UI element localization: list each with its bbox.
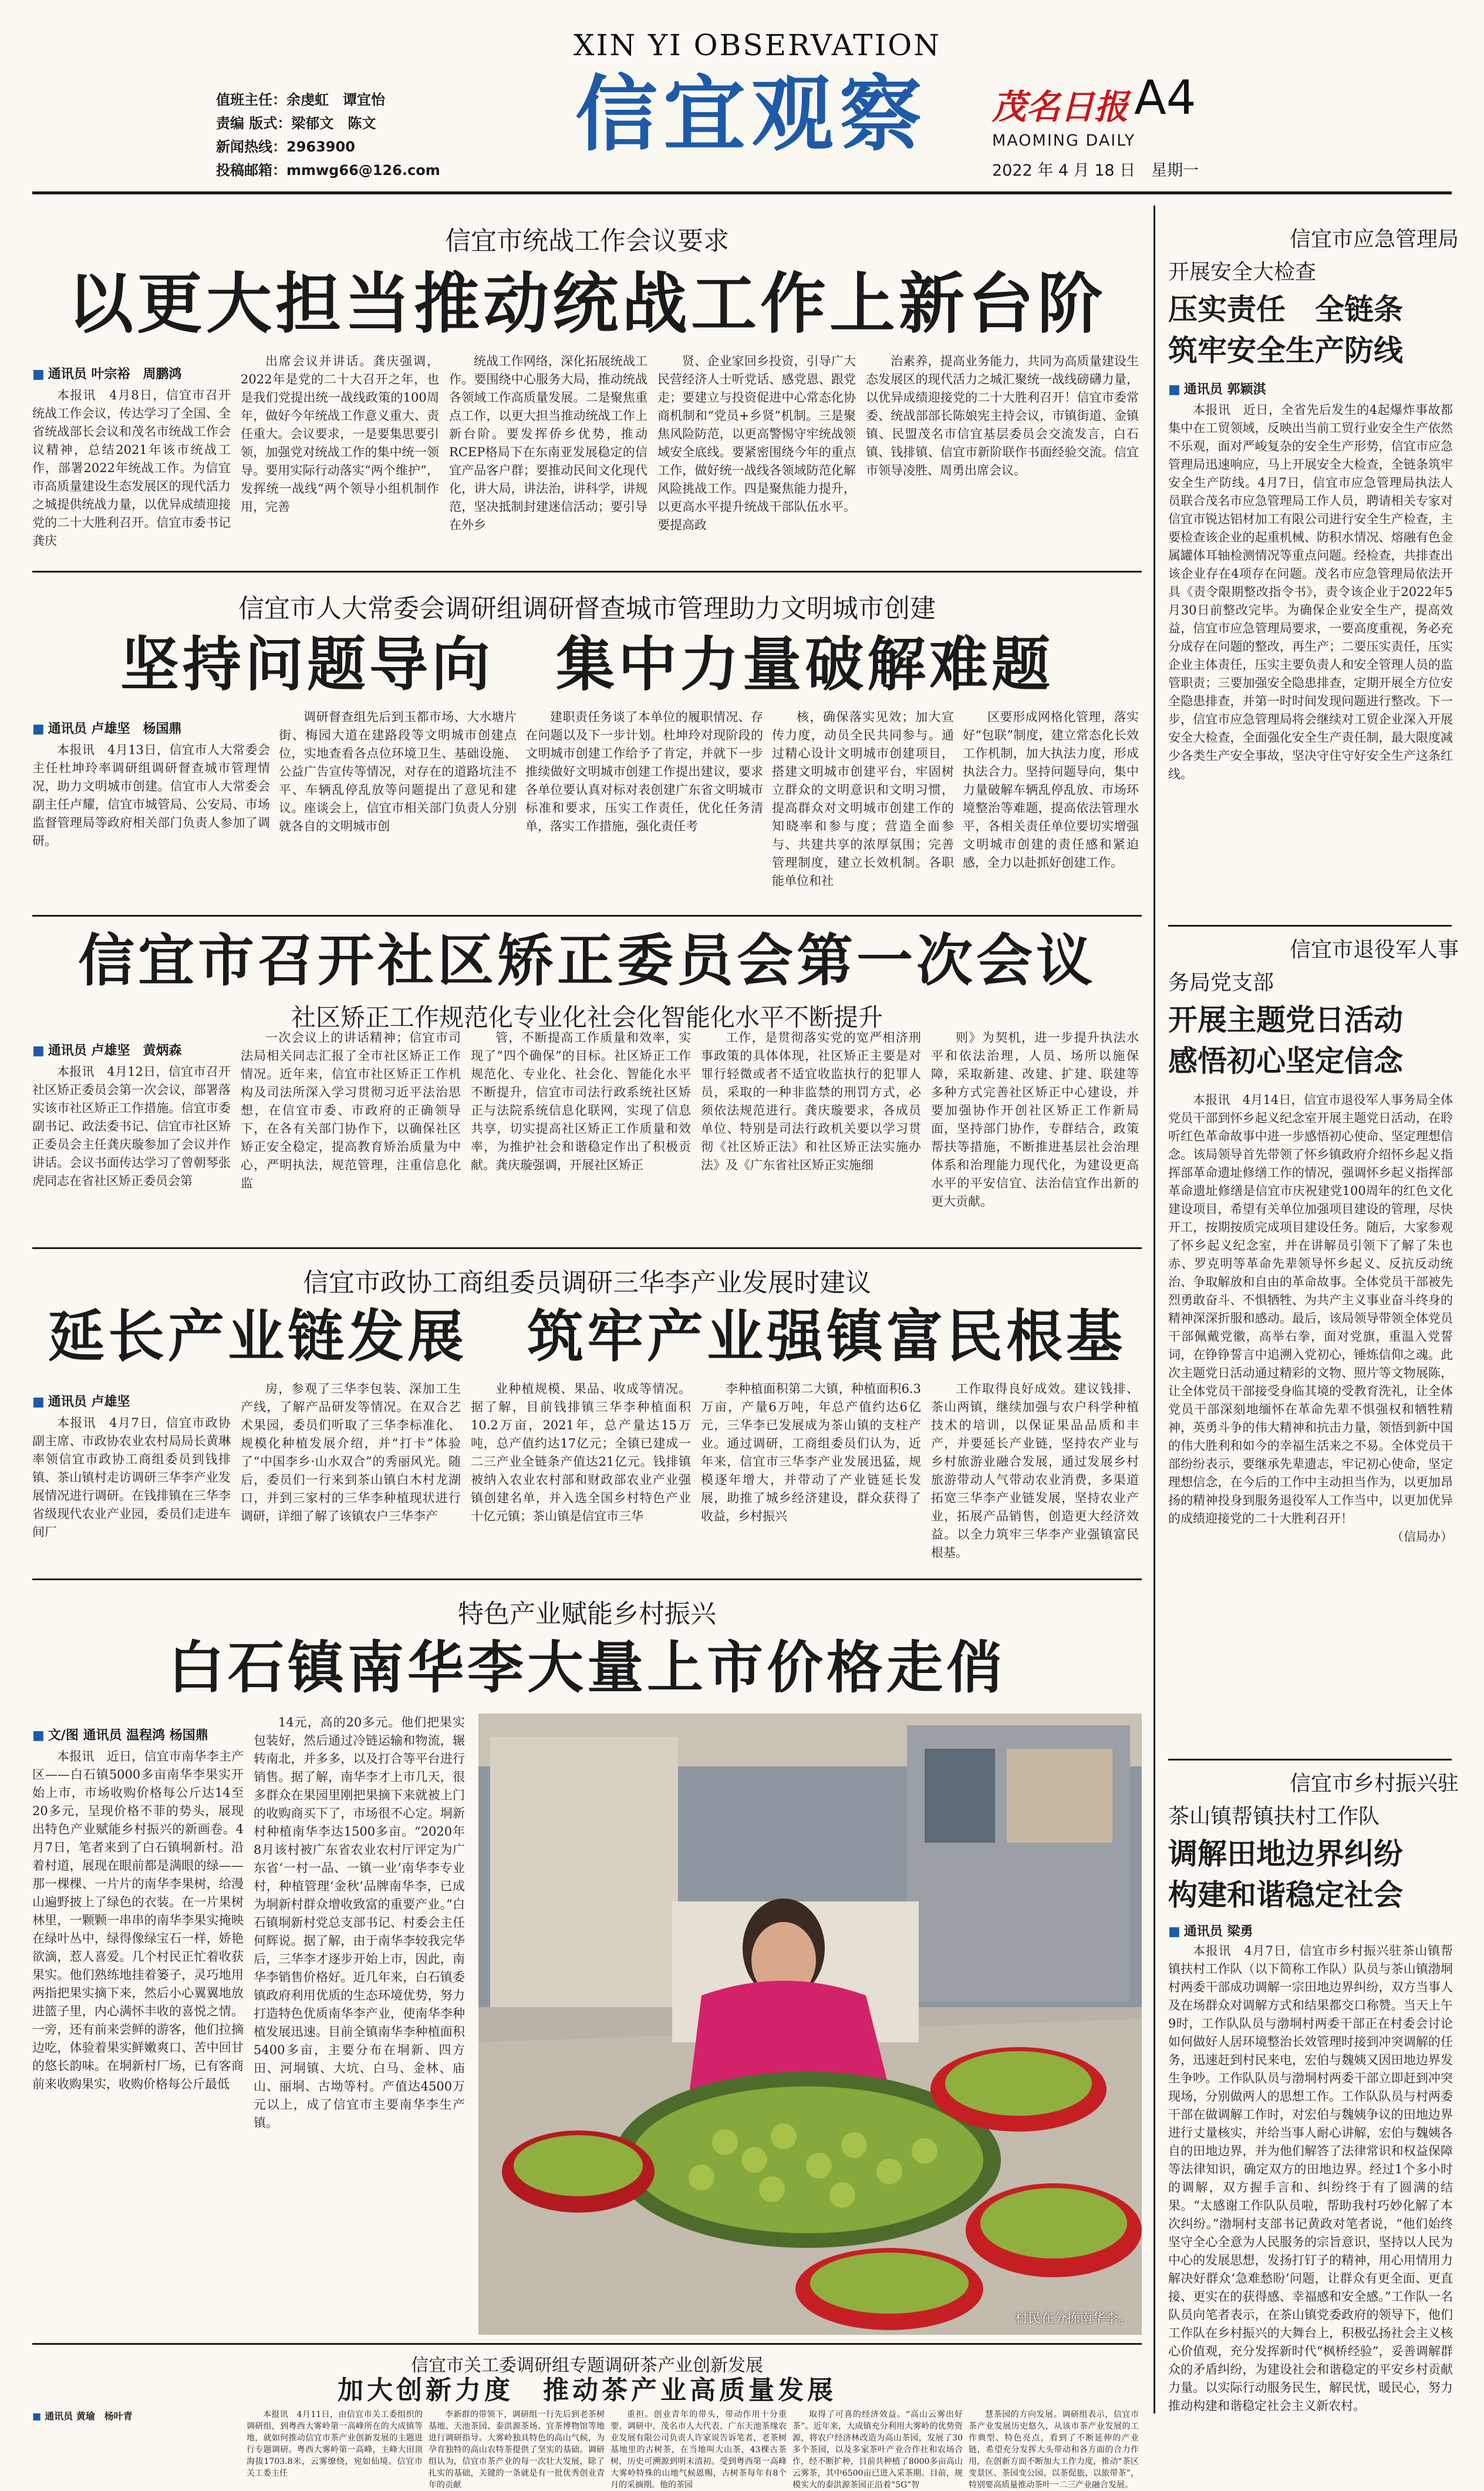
- article1-col4: 贤、企业家回乡投资，引导广大民营经济人士听党话、感党恩、跟党走；要建立与投资促进中心常态化协商机制和“党员+乡贤”机制。三是聚焦风险防范，以更高警惕守牢统战领域安全底线。要紧密围绕今年的重点工作，做好统一战线各领域防范化解风险挑战工作。四是聚焦能力提升，以更高水平提升统战干部队伍水平。要提高政: [657, 354, 856, 532]
- sidebar2-headline-line1: 开展主题党日活动: [1168, 1002, 1403, 1037]
- sidebar3-headline-line1: 调解田地边界纠纷: [1168, 1836, 1403, 1871]
- photo-caption: 村民在分拣南华李。: [1014, 2311, 1131, 2326]
- article2-col3: 建职责任务谈了本单位的履职情况、存在问题以及下一步计划。杜坤玲对现阶段的文明城市创建工作给予了肯定，并就下一步推续做好文明城市创建工作提出建议，要求各单位要认真对标对表创建广东省文明城市标准和要求，压实工作责任，优化任务清单，落实工作措施，强化责任考: [525, 710, 763, 833]
- paper-english: MAOMING DAILY: [992, 132, 1136, 150]
- sidebar1-byline: ■ 通讯员 郭颖淇: [1168, 379, 1459, 398]
- article3-headline: 信宜市召开社区矫正委员会第一次会议: [78, 927, 1096, 994]
- article6-kicker: 信宜市关工委调研组专题调研茶产业创新发展: [411, 2355, 763, 2376]
- article2-col5: 区要形成网格化管理，落实好“包联”制度，建立常态化长效工作机制，加大执法力度，形成执法合力。坚持问题导向，集中力量破解车辆乱停乱放、市场环境整治等难题，提高依法管理水平，各相关责任单位要切实增强文明城市创建的责任感和紧迫感，全力以赴抓好创建工作。: [963, 710, 1139, 870]
- article1-col3: 统战工作网络，深化拓展统战工作。要围绕中心服务大局，推动统战各领域工作高质量发展。二是聚焦重点工作，以更大担当推动统战工作上新台阶。要发挥侨乡优势，推动RCEP格局下在东南亚发展稳定的信宜产品客户群；要推动民间文化现代化，讲大局，讲法治，讲科学，讲规范，坚决抵制封建迷信活动；要引导在外乡: [449, 354, 647, 532]
- article4-col2: 房，参观了三华李包装、深加工生产线，了解产品研发等情况。在双合艺术果园，委员们听取了三华李标准化、规模化种植发展介绍，并“打卡”体验了“中国李乡·山水双合”的秀丽风光。随后，委员们一行来到茶山镇白木村龙湖口，并到三家村的三华李种植现状进行调研，详细了解了该镇农户三华李产: [241, 1382, 461, 1523]
- article6-col1: 本报讯 4月11日，由信宜市关工委组织的调研组，到粤西大雾岭第一高峰所在的大成镇等地，就如何推动信宜市茶产业创新发展的主题进行专题调研。粤西大雾岭第一高峰，主峰大田顶海拔1703.8米，云雾缭绕，宛如仙境。信宜市关工委主任: [247, 2410, 423, 2478]
- publish-date: 2022 年 4 月 18 日 星期一: [992, 161, 1199, 180]
- article3-col4: 工作，是贯彻落实党的宽严相济刑事政策的具体体现，社区矫正主要是对罪行轻微或者不适宜收监执行的犯罪人员，采取的一种非监禁的刑罚方式，必须依法规范进行。龚庆璇要求，各成员单位、特别是司法行政机关要以学习贯彻《社区矫正法》和社区矫正法实施办法》及《广东省社区矫正实施细: [701, 1031, 921, 1172]
- article4-byline: ■ 通讯员 卢雄坚: [32, 1392, 130, 1410]
- divider-2: [32, 915, 1142, 917]
- sidebar3-kicker-line1: 信宜市乡村振兴驻: [1289, 1772, 1459, 1796]
- sidebar3-headline-line2: 构建和谐稳定社会: [1168, 1877, 1403, 1912]
- article2-col4: 核，确保落实见效；加大宣传力度，动员全民共同参与。通过精心设计文明城市创建项目，搭建文明城市创建平台，牢固树立群众的文明意识和文明习惯，提高群众对文明城市创建工作的知晓率和参与度；营造全面参与、共建共享的浓厚氛围；完善管理制度，建立长效机制。各职能单位和社: [772, 710, 954, 888]
- article5-byline: ■ 文/图 通讯员 温程鸿 杨国鼎: [32, 1725, 208, 1743]
- sidebar1-body: 本报讯 近日，全省先后发生的4起爆炸事故都集中在工贸领域，反映出当前工贸行业安全生产依然不乐观，面对严峻复杂的安全生产形势，信宜市应急管理局迅速响应，马上开展安全大检查，全链条筑牢安全生产防线。4月7日，信宜市应急管理局执法人员联合茂名市应急管理局工作人员，聘请相关专家对信宜市锐达铝材加工有限公司进行安全生产检查，主要检查该企业的起重机械、防积水情况、熔融有色金属罐体耳轴检测情况等重点问题。经检查，共排查出该企业存在4项存在问题。茂名市应急管理局依法开具《责令限期整改指令书》，责令该企业于2022年5月30日前整改完毕。为确保企业安全生产，提高效益，信宜市应急管理局要求，一要高度重视，务必充分成存在问题的整改，再生产；二要压实责任，压实企业主体责任，压实主要负责人和安全管理人员的监管职责；三要加强安全隐患排查，定期开展全方位安全隐患排查，并第一时时间发现问题进行整改。下一步，信宜市应急管理局将会继续对工贸企业深入开展安全大检查，全面强化安全生产责任制，最大限度减少各类生产安全事故，坚决守住守好安全生产这条红线。: [1168, 403, 1453, 781]
- article6-byline: ■ 通讯员 黄瑜 杨叶青: [32, 2409, 133, 2422]
- chinese-title: 信宜观察: [575, 66, 928, 163]
- sidebar1-kicker-line2: 开展安全大检查: [1168, 260, 1317, 284]
- article6-col5: 慧茶园的方向发展。调研组表示，信宜市茶产业发展历史悠久，从该市茶产业发展的工作典型、特色亮点，看到了不断延伸的产业链，希望充分发挥大头带动和各方面的合力作用，在创新方面不断加大工作力度，推动“茶区变景区、茶园变公园、以茶促旅、以旅带茶”，特别要高质量推动茶叶一二三产业融合发展。: [969, 2410, 1139, 2490]
- article3-col2: 一次会议上的讲话精神；信宜市司法局相关同志汇报了全市社区矫正工作情况。近年来，信宜市社区矫正工作机构及司法所深入学习贯彻习近平法治思想，在信宜市委、市政府的正确领导下，在各有关部门协作下，以确保社区矫正安全稳定，提高教育矫治质量为中心，严明执法，规范管理，注重信息化监: [241, 1031, 461, 1190]
- article6-col2: 李新群的带领下，调研组一行先后到老茶树基地、天池茶园、泰洪源茶场、宜茶博物馆等地进行调研指导。大雾岭独具特色的高山气候，为孕育独特的高山农特茶提供了坚实的基础。调研组认为，信宜市茶产业的每一次壮大发展，除了扎实的基础，关键的一条就是有一批优秀创业青年的贡献: [429, 2410, 605, 2490]
- article4-col1: 本报讯 4月7日，信宜市政协副主席、市政协农业农村局局长黄琳率领信宜市政协工商组委员到钱排镇、茶山镇村走访调研三华李产业发展情况进行调研。在钱排镇在三华李省级现代农业产业园，委员们走进车间厂: [32, 1416, 231, 1539]
- english-title: XIN YI OBSERVATION: [574, 28, 941, 62]
- sidebar3-byline: ■ 通讯员 梁勇: [1168, 1921, 1459, 1940]
- article2-col2: 调研督查组先后到玉都市场、大水塘片街、梅园大道在建路段等文明城市创建点位，实地查看各点位环境卫生、基础设施、公益广告宣传等情况，对存在的道路坑洼不平、车辆乱停乱放等问题提出了意见和建议。座谈会上，信宜市相关部门负责人分别就各自的文明城市创: [279, 710, 517, 833]
- sidebar2-credit: （信局办）: [1391, 1530, 1453, 1544]
- article4-col4: 李种植面积第二大镇，种植面积6.3万亩，产量6万吨，年总产值约达6亿元，三华李已发展成为茶山镇的支柱产业。通过调研，工商组委员们认为，近年来，信宜市三华李产业发展迅猛，规模逐年增大，并带动了产业链延长发展，助推了城乡经济建设，群众获得了收益，乡村振兴: [701, 1382, 921, 1523]
- sidebar-rule: [1154, 206, 1155, 2413]
- article5-col1: 本报讯 近日，信宜市南华李主产区——白石镇5000多亩南华李果实开始上市，市场收购价格每公斤达14至20多元，呈现价格不菲的势头，展现出特色产业赋能乡村振兴的新画卷。4月7日，笔者来到了白石镇垌新村。沿着村道，展现在眼前都是满眼的绿——那一棵棵、一片片的南华李果树，给漫山遍野披上了绿色的衣装。在一片果树林里，一颗颗一串串的南华李果实掩映在绿叶丛中，绿得像绿宝石一样，娇艳欲滴，惹人喜爱。几个村民正忙着收获果实。他们熟练地挂着篓子，灵巧地用两指把果实摘下来，然后小心翼翼地放进篮子里，内心满怀丰收的喜悦之情。一旁，还有前来尝鲜的游客，他们拉摘边吃，体验着果实鲜嫩爽口、苦中回甘的悠长韵味。在垌新村厂场，已有客商前来收购果实，收购价格每公斤最低: [32, 1749, 244, 2091]
- article1-col2: 出席会议并讲话。龚庆强调，2022年是党的二十大召开之年，也是我们党提出统一战线政策的100周年，做好今年统战工作意义重大、责任重大。会议要求，一是要集思要引领，加强党对统战工作的集中统一领导。要用实际行动落实“两个维护”，发挥统一战线“两个领导小组机制作用，完善: [241, 354, 439, 514]
- article1-col5: 治素养，提高业务能力，共同为高质量建设生态发展区的现代活力之城汇聚统一战线磅礴力量，以优异成绩迎接党的二十大胜利召开！信宜市委常委、统战部部长陈娘宪主持会议，市镇街道、金镇镇、民盟茂名市信宜基层委员会交流发言，白石镇、钱排镇、信宜市新阶联作书面经验交流。信宜市领导凌胜、周勇出席会议。: [866, 354, 1139, 477]
- photo-illustration: [478, 1714, 1142, 2335]
- editor-layout: 责编 版式：梁郁文 陈文: [216, 115, 376, 132]
- submission-email: 投稿邮箱：mmwg66@126.com: [216, 162, 440, 179]
- article3-col3: 管，不断提高工作质量和效率，实现了“四个确保”的目标。社区矫正工作规范化、专业化、社会化、智能化水平不断提升，信宜市司法行政系统社区矫正与法院系统信息化联网，实现了信息共享，切实提高社区矫正工作质量和效率，为推护社会和谐稳定作出了积极贡献。龚庆璇强调，开展社区矫正: [471, 1031, 691, 1172]
- farmer-sorting-plums-photo: [478, 1714, 1142, 2335]
- article3-byline: ■ 通讯员 卢雄坚 黄炳森: [32, 1041, 181, 1059]
- sidebar-story-rural-revitalization: [1168, 1768, 1459, 2413]
- sidebar2-kicker-line2: 务局党支部: [1168, 971, 1274, 995]
- divider-3: [32, 1247, 1142, 1249]
- editor-info: [216, 88, 492, 182]
- sidebar-divider-1: [1168, 925, 1452, 927]
- article4-kicker: 信宜市政协工商组委员调研三华李产业发展时建议: [303, 1268, 871, 1298]
- article5-kicker: 特色产业赋能乡村振兴: [458, 1599, 716, 1629]
- article5-col2: 14元，高的20多元。他们把果实包装好，然后通过冷链运输和物流，辗转南北，并多多，以及打合等平台进行销售。据了解，南华李才上市几天，很多群众在果园里刚把果摘下来就被上门的收购商买下了，市场很不心定。垌新村种植南华李达1500多亩。“2020年8月该村被广东省农业农村厅评定为广东省‘一村一品、一镇一业’南华李专业村，种植管理‘金秋’品牌南华李，已成为垌新村群众增收致富的重要产业。”白石镇垌新村党总支部书记、村委会主任何辉说。据了解，由于南华李较我完华后，三华李才逐步开始上市，因此，南华李销售价格好。近几年来，白石镇委镇政府利用优质的生态环境优势，努力打造特色优质南华李产业，使南华李种植发展迅速。目前全镇南华李种植面积5400多亩，主要分布在垌新、四方田、河垌镇、大坑、白马、金林、庙山、丽垌、古坳等村。产值达4500万元以上，成了信宜市主要南华李生产镇。: [254, 1715, 465, 2130]
- article3-subtitle: 社区矫正工作规范化专业化社会化智能化水平不断提升: [291, 1003, 883, 1032]
- paper-logo: 茂名日报: [992, 87, 1129, 127]
- article2-kicker: 信宜市人大常委会调研组调研督查城市管理助力文明城市创建: [238, 594, 936, 624]
- article4-col5: 工作取得良好成效。建议钱排、茶山两镇，继续加强与农户科学种植技术的培训，以保证果品品质和丰产，并要延长产业链，坚持农产业与乡村旅游业融合发展，通过发展乡村旅游带动人气带动农业消费，多渠道拓宽三华李产业链发展，坚持农业产业，拓展产品销售，创造更大经济效益。以全力筑牢三华李产业强镇富民根基。: [931, 1382, 1139, 1560]
- article4-headline: 延长产业链发展 筑牢产业强镇富民根基: [48, 1303, 1126, 1369]
- page-number: A4: [1134, 70, 1196, 125]
- divider-1: [32, 571, 1142, 573]
- article2-col1: 本报讯 4月13日，信宜市人大常委会主任杜坤玲率调研组调研督查城市管理情况，助力文明城市创建。信宜市人大常委会副主任卢耀，信宜市城管局、公安局、市场监督管理局等政府相关部门负责人参加了调研。: [32, 743, 270, 848]
- sidebar-divider-2: [1168, 1759, 1452, 1760]
- masthead-rule: [32, 191, 1452, 194]
- article6-col3: 重担。创业青年的带头，带动作用十分重要。调研中，茂名市人大代表、广东天池茶缘农业发展有限公司负责人许家说告诉笔者，老茶树基地里的古树茶，在当地叫大山茶，43棵古茶树，历史可溯源到明末清初。受到粤西第一高峰大雾岭特殊的山地气候恩赐，古树茶每年有8个月的采摘期。他的茶园: [611, 2410, 787, 2490]
- sidebar1-kicker-line1: 信宜市应急管理局: [1289, 227, 1459, 251]
- sidebar1-headline-line2: 筑牢安全生产防线: [1168, 333, 1403, 368]
- divider-5: [32, 2343, 1142, 2345]
- article2-headline: 坚持问题导向 集中力量破解难题: [120, 630, 1054, 699]
- sidebar3-body: 本报讯 4月7日，信宜市乡村振兴驻茶山镇帮镇扶村工作队（以下简称工作队）队员与茶山镇渤垌村两委干部成功调解一宗田地边界纠纷，双方当事人及在场群众对调解方式和结果都交口称赞。当天上午9时，工作队队员与渤垌村两委干部正在村委会讨论如何做好人居环境整治长效管理时接到冲突调解的任务，迅速赶到村民来电，宏伯与魏姨又因田地边界发生争吵。工作队队员与渤垌村两委干部立即赶到冲突现场，分别做两人的思想工作。工作队队员与村两委干部在做调解工作时，对宏伯与魏姨争议的田地边界进行丈量核实，并给当事人耐心讲解，宏伯与魏姨各自的田地边界，并为他们解答了法律常识和权益保障等法律知识，确定双方的田地边界。经过1个多小时的调解，双方握手言和、纠纷终于有了圆满的结果。“太感谢工作队队员啦，帮助我村巧妙化解了本次纠纷。”渤垌村支部书记黄政对笔者说，“他们始终坚守全心全意为人民服务的宗旨意识，坚持以人民为中心的发展思想，发扬打钉子的精神，用心用情用力解决好群众‘急难愁盼’问题，让群众有更全面、更直接、更实在的获得感、幸福感和安全感。”工作队一名队员向笔者表示，在茶山镇党委政府的领导下，他们工作队在乡村振兴的大舞台上，积极弘扬社会主义核心价值观，充分发挥新时代“枫桥经验”，妥善调解群众的矛盾纠纷，为建设社会和谐稳定的平安乡村贡献力量。以实际行动服务民生，解民忧，暖民心，努力推动构建和谐稳定社会主义新农村。: [1168, 1944, 1453, 2413]
- article6-headline: 加大创新力度 推动茶产业高质量发展: [338, 2375, 837, 2405]
- sidebar3-kicker-line2: 茶山镇帮镇扶村工作队: [1168, 1805, 1380, 1829]
- article4-col3: 业种植规模、果品、收成等情况。据了解，目前钱排镇三华李种植面积10.2万亩，2021年，总产量达15万吨，总产值约达17亿元；全镇已建成一二三产业全链条产值达21亿元。钱排镇被纳入农业农村部和财政部农业产业强镇创建名单，并入选全国乡村特色产业十亿元镇；茶山镇是信宜市三华: [471, 1382, 691, 1523]
- article2-byline: ■ 通讯员 卢雄坚 杨国鼎: [32, 719, 181, 737]
- sidebar2-body: 本报讯 4月14日，信宜市退役军人事务局全体党员干部到怀乡起义纪念室开展主题党日活动，在聆听红色革命故事中进一步感悟初心使命、坚定理想信念。该局领导首先带领了怀乡镇政府介绍怀乡起义指挥部革命遗址修缮工作的情况，强调怀乡起义指挥部革命遗址修缮是信宜市庆祝建党100周年的红色文化建设项目，希望有关单位加强项目建设的管理，尽快开工，按期按质完成项目建设任务。随后，大家参观了怀乡起义纪念室，并在讲解员引领下了解了朱也赤、罗克明等革命先辈领导怀乡起义、反抗反动统治、争取解放和自由的革命故事。全体党员干部被先烈勇敢奋斗、不惧牺牲、为共产主义事业奋斗终身的精神深深折服和感动。最后，该局领导带领全体党员干部佩戴党徽，高举右拳，面对党旗，重温入党誓词，在铮铮誓言中追溯入党初心，锤炼信仰之魂。此次主题党日活动通过精彩的文物、照片等文物展陈，让全体党员干部接受身临其境的受教育洗礼，让全体党员干部深刻地缅怀在革命先辈不惧强权和牺牲精神，英勇斗争的伟大精神和抗击力量，领悟到新中国的伟大胜利和如今的幸福生活来之不易。全体党员干部纷纷表示，要继承先辈遗志，牢记初心使命，坚定理想信念，在今后的工作中主动担当作为，以更加昂扬的精神投身到服务退役军人工作当中，以更加优异的成绩迎接党的二十大胜利召开！ （信局办）: [1168, 1091, 1453, 1772]
- sidebar2-kicker-line1: 信宜市退役军人事: [1289, 938, 1459, 962]
- article6-col4: 取得了可喜的经济效益。“高山云雾出好茶”。近年来，大成镇充分利用大雾岭的优势资源，将农户经济林改造为高山茶园，发展了30多个茶园，以及多家茶叶产业合作社和农场合作，经不断扩种，目前共种植了8000多亩高山云雾茶，其中6500亩已进入采茶期。目前，规模实大的泰洪源茶园正沿着“5G”智: [792, 2410, 963, 2490]
- editor-on-duty: 值班主任：余虔虹 谭宜怡: [216, 92, 385, 108]
- sidebar1-headline-line1: 压实责任 全链条: [1168, 292, 1403, 326]
- masthead: [0, 0, 1484, 194]
- article1-headline: 以更大担当推动统战工作上新台阶: [68, 265, 1107, 342]
- article1-byline: ■ 通讯员 叶宗裕 周鹏鸿: [32, 364, 181, 382]
- article1-kicker: 信宜市统战工作会议要求: [445, 226, 729, 256]
- divider-4: [32, 1578, 1142, 1580]
- article1-col1: 本报讯 4月8日，信宜市召开统战工作会议，传达学习了全国、全省统战部长会议和茂名市统战工作会议精神，总结2021年该市统战工作，部署2022年统战工作。为信宜市高质量建设生态发展区的现代活力之城提供统战力量，以优异成绩迎接党的二十大胜利召开。信宜市委书记龚庆: [32, 388, 231, 548]
- article5-headline: 白石镇南华李大量上市价格走俏: [168, 1634, 1006, 1701]
- news-hotline: 新闻热线：2963900: [216, 139, 355, 155]
- article3-col5: 则》为契机，进一步提升执法水平和依法治理，人员、场所以施保障，采取新建、改建、扩建、联建等多种方式完善社区矫正中心建设，并要加强协作开创社区矫正工作新局面，坚持部门协作，专群结合，政策帮扶等措施，不断推进基层社会治理体系和治理能力现代化，为建设更高水平的平安信宜、法治信宜作出新的更大贡献。: [931, 1031, 1139, 1209]
- article3-col1: 本报讯 4月12日，信宜市召开社区矫正委员会第一次会议，部署落实该市社区矫正工作措施。信宜市委副书记、政法委书记、信宜市社区矫正委员会主任龚庆璇参加了会议并作讲话。会议书面传达学习了曾朝琴张虎同志在省社区矫正委员会第: [32, 1065, 231, 1188]
- sidebar2-headline-line2: 感悟初心坚定信念: [1168, 1043, 1403, 1078]
- sidebar-story-veterans: [1168, 934, 1459, 1772]
